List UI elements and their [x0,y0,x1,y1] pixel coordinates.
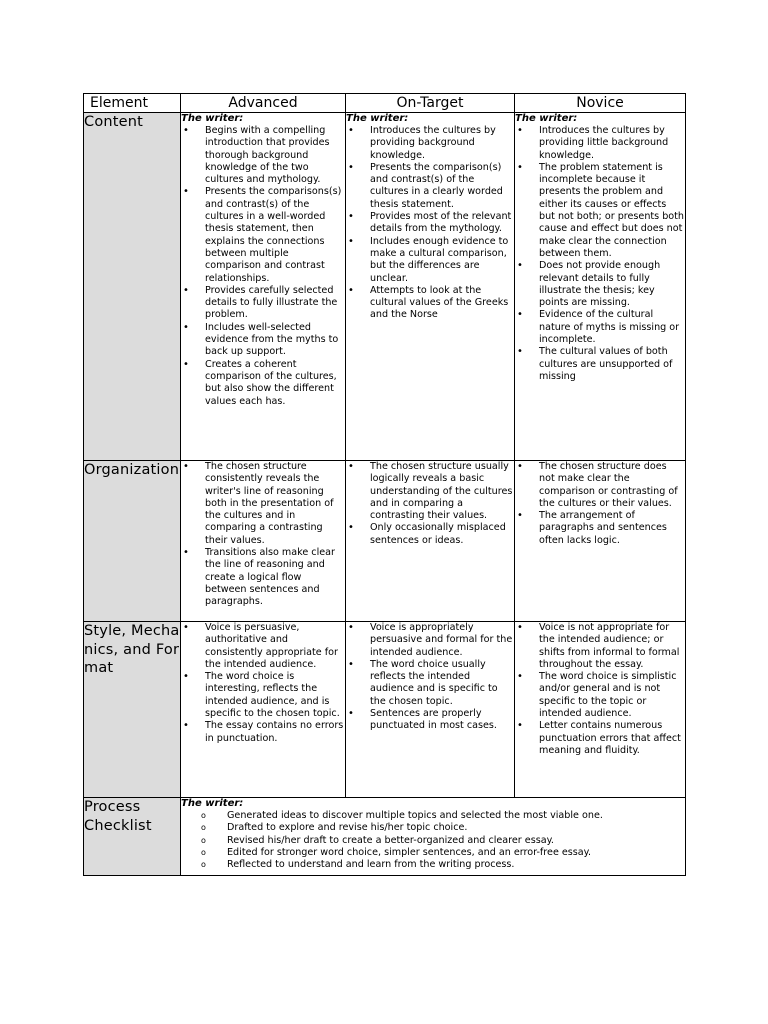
header-novice: Novice [515,94,686,113]
list-item: • The word choice is interesting, reflects the intended audience, and is specific to the chosen topic. [181,671,345,720]
checklist-item: o Reflected to understand and learn from the writing process. [181,859,685,871]
row-organization [84,461,686,622]
list-item: • The essay contains no errors in punctuation. [181,720,345,745]
writer-label: The writer: [181,798,244,809]
list-item: • Provides most of the relevant details from the mythology. [346,211,514,236]
writer-label: The writer: [181,113,244,124]
header-element: Element [84,94,181,113]
organization-novice-cell [515,461,686,622]
checklist-item: o Drafted to explore and revise his/her topic choice. [181,822,685,834]
list-item: • The problem statement is incomplete because it presents the problem and either its causes or effects but not both; or presents both cause and effect but does not make clear the connection between them. [515,162,685,260]
list-item: • Voice is appropriately persuasive and formal for the intended audience. [346,622,514,659]
list-item: • Creates a coherent comparison of the cultures, but also show the different values each has. [181,359,345,408]
list-item: • Begins with a compelling introduction that provides thorough background knowledge of the two cultures and mythology. [181,125,345,186]
element-content: Content [84,113,181,461]
style-novice-cell [515,622,686,798]
writer-label: The writer: [515,113,578,124]
content-advanced-list [181,125,345,408]
list-item: • Introduces the cultures by providing little background knowledge. [515,125,685,162]
content-novice-cell [515,113,686,461]
header-advanced: Advanced [181,94,346,113]
list-item: • Voice is not appropriate for the intended audience; or shifts from informal to formal throughout the essay. [515,622,685,671]
organization-novice-list [515,461,685,547]
list-item: • The chosen structure usually logically reveals a basic understanding of the cultures and in comparing a contrasting their values. [346,461,514,522]
list-item: • Includes well-selected evidence from the myths to back up support. [181,322,345,359]
checklist-item: o Edited for stronger word choice, simpler sentences, and an error-free essay. [181,847,685,859]
list-item: • Attempts to look at the cultural values of the Greeks and the Norse [346,285,514,322]
list-item: • The word choice usually reflects the intended audience and is specific to the chosen topic. [346,659,514,708]
organization-on-target-cell [346,461,515,622]
content-novice-list [515,125,685,383]
organization-on-target-list [346,461,514,547]
content-on-target-cell [346,113,515,461]
organization-advanced-cell [181,461,346,622]
style-on-target-cell [346,622,515,798]
list-item: • The chosen structure does not make clear the comparison or contrasting of the cultures or their values. [515,461,685,510]
list-item: • The word choice is simplistic and/or general and is not specific to the topic or intended audience. [515,671,685,720]
checklist-item: o Generated ideas to discover multiple topics and selected the most viable one. [181,810,685,822]
process-checklist-list [181,810,685,871]
organization-advanced-list [181,461,345,609]
list-item: • Provides carefully selected details to fully illustrate the problem. [181,285,345,322]
list-item: • Letter contains numerous punctuation errors that affect meaning and fluidity. [515,720,685,757]
element-organization: Organization [84,461,181,622]
list-item: • Evidence of the cultural nature of myths is missing or incomplete. [515,309,685,346]
row-content [84,113,686,461]
list-item: • Presents the comparisons(s) and contrast(s) of the cultures in a well-worded thesis statement, then explains the connections between multiple comparison and contrast relationships. [181,186,345,284]
header-row [84,94,686,113]
process-checklist-cell [181,798,686,876]
checklist-item: o Revised his/her draft to create a better-organized and clearer essay. [181,835,685,847]
rubric-table [83,93,686,876]
list-item: • Sentences are properly punctuated in most cases. [346,708,514,733]
element-process-checklist: Process Checklist [84,798,181,876]
header-on-target: On-Target [346,94,515,113]
row-style [84,622,686,798]
list-item: • The chosen structure consistently reveals the writer's line of reasoning both in the presentation of the cultures and in comparing a contrasting their values. [181,461,345,547]
writer-label: The writer: [346,113,409,124]
style-advanced-cell [181,622,346,798]
content-on-target-list [346,125,514,322]
list-item: • Presents the comparison(s) and contrast(s) of the cultures in a clearly worded thesis statement. [346,162,514,211]
element-style: Style, Mechanics, and Format [84,622,181,798]
style-advanced-list [181,622,345,745]
content-advanced-cell [181,113,346,461]
list-item: • Voice is persuasive, authoritative and consistently appropriate for the intended audience. [181,622,345,671]
list-item: • The cultural values of both cultures are unsupported of missing [515,346,685,383]
style-on-target-list [346,622,514,733]
list-item: • Transitions also make clear the line of reasoning and create a logical flow between sentences and paragraphs. [181,547,345,608]
list-item: • Introduces the cultures by providing background knowledge. [346,125,514,162]
list-item: • Does not provide enough relevant details to fully illustrate the thesis; key points are missing. [515,260,685,309]
style-novice-list [515,622,685,757]
list-item: • The arrangement of paragraphs and sentences often lacks logic. [515,510,685,547]
list-item: • Only occasionally misplaced sentences or ideas. [346,522,514,547]
list-item: • Includes enough evidence to make a cultural comparison, but the differences are unclear. [346,236,514,285]
row-process-checklist [84,798,686,876]
